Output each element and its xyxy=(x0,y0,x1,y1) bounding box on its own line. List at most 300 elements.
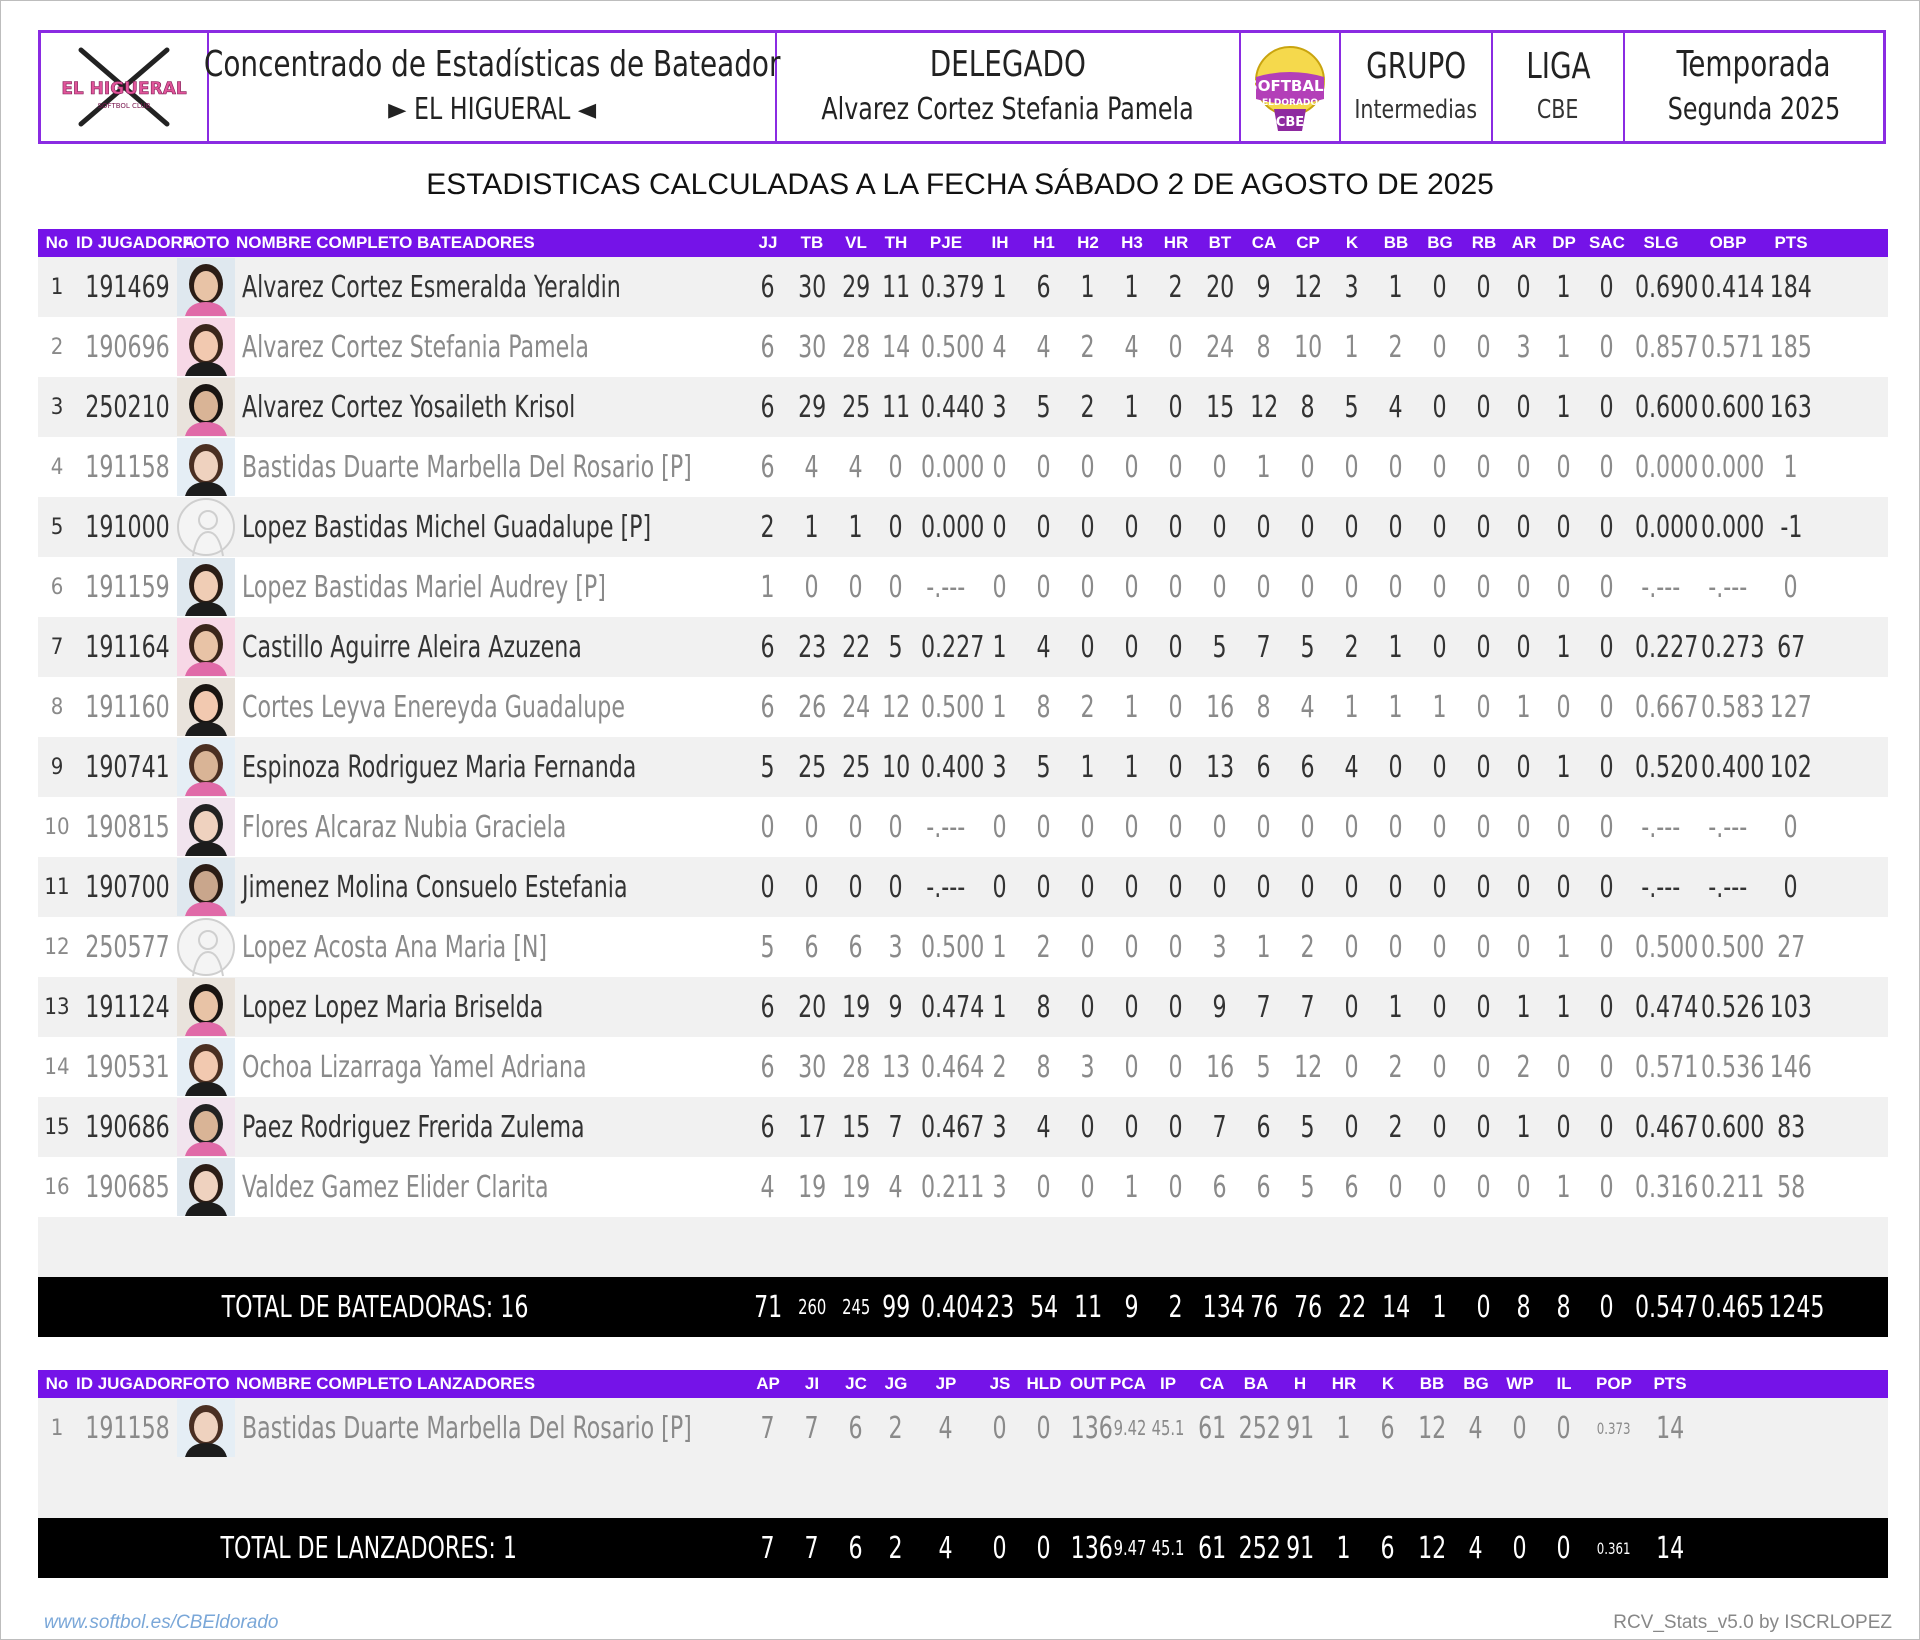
stat-dp xyxy=(1542,870,1586,905)
stat-pje xyxy=(914,929,985,965)
stat-obp xyxy=(1694,509,1765,545)
stat-bg xyxy=(1418,930,1462,965)
stat-value: 0 xyxy=(1344,509,1360,545)
stat-value: 0 xyxy=(992,809,1008,845)
column-header-foto: FOTO xyxy=(182,1374,230,1393)
stat-value: -.--- xyxy=(1708,569,1748,605)
svg-text:CBE: CBE xyxy=(1275,115,1305,130)
stat-bg xyxy=(1454,1411,1498,1446)
stat-value: 3 xyxy=(1344,269,1360,305)
stat-k xyxy=(1330,630,1374,665)
player-id-text: 190686 xyxy=(85,1109,170,1145)
stat-k xyxy=(1330,270,1374,305)
stat-value: 0 xyxy=(1599,1169,1615,1205)
stat-ca xyxy=(1242,750,1286,785)
column-header-id-jugador: ID JUGADOR xyxy=(76,1374,183,1393)
league-logo-cell xyxy=(1241,33,1341,141)
stat-h3 xyxy=(1110,630,1154,665)
column-header-out: OUT xyxy=(1070,1374,1106,1393)
table-row xyxy=(38,317,1888,377)
stat-vl xyxy=(834,510,878,545)
stat-h2 xyxy=(1066,1110,1110,1145)
stat-value: 0 xyxy=(1599,989,1615,1025)
stat-h1 xyxy=(1022,1110,1066,1145)
player-avatar xyxy=(177,678,235,736)
player-name xyxy=(236,570,746,605)
stat-value: 0 xyxy=(1476,929,1492,965)
row-number: 12 xyxy=(44,934,70,960)
stat-tb xyxy=(790,330,834,365)
stat-value: 6 xyxy=(760,1109,776,1145)
stat-bb xyxy=(1374,690,1418,725)
row-number: 14 xyxy=(44,1054,70,1080)
player-photo-cell xyxy=(176,318,236,376)
stat-value: 0 xyxy=(848,869,864,905)
total-value xyxy=(914,1289,985,1325)
stat-value: 0.536 xyxy=(1700,1049,1765,1085)
stat-value: -1 xyxy=(1779,509,1803,545)
stat-ih xyxy=(978,930,1022,965)
stat-vl xyxy=(834,990,878,1025)
stat-value: 8 xyxy=(1036,989,1052,1025)
stat-h3 xyxy=(1110,1110,1154,1145)
stat-value: 0 xyxy=(1556,569,1572,605)
table-row xyxy=(38,437,1888,497)
stat-k xyxy=(1366,1411,1410,1446)
stat-value: 0 xyxy=(1476,1169,1492,1205)
total-value-text: 252 xyxy=(1238,1530,1281,1566)
stat-value: 29 xyxy=(841,269,871,305)
stat-h3 xyxy=(1110,1170,1154,1205)
stat-k xyxy=(1330,450,1374,485)
total-value xyxy=(790,1295,834,1319)
player-id-text: 190700 xyxy=(85,869,170,905)
stat-h3 xyxy=(1110,870,1154,905)
stat-value: 0 xyxy=(1556,1410,1572,1446)
stat-value: 0 xyxy=(1516,869,1532,905)
stat-bb xyxy=(1374,750,1418,785)
stat-slg xyxy=(1628,929,1699,965)
column-header-k: K xyxy=(1345,233,1359,252)
total-value xyxy=(1242,1290,1286,1325)
column-header-js: JS xyxy=(989,1374,1011,1393)
stat-slg xyxy=(1628,629,1699,665)
player-name xyxy=(236,1411,746,1446)
stat-value: 20 xyxy=(797,989,827,1025)
stat-obp xyxy=(1694,929,1765,965)
stat-value: 0 xyxy=(1124,809,1140,845)
stat-value: 6 xyxy=(1380,1410,1396,1446)
stat-value: 0 xyxy=(888,509,904,545)
column-header-k: K xyxy=(1381,1374,1395,1393)
stat-jj xyxy=(746,750,790,785)
total-value-text: 260 xyxy=(797,1295,827,1319)
stat-obp xyxy=(1694,570,1762,605)
stat-value: 25 xyxy=(841,749,871,785)
stat-jj xyxy=(746,810,790,845)
stat-ar xyxy=(1506,1170,1542,1205)
stat-ca xyxy=(1242,1110,1286,1145)
total-value xyxy=(1286,1290,1330,1325)
stat-value: 0 xyxy=(1556,449,1572,485)
stat-value: 0 xyxy=(1212,509,1228,545)
stat-value: 5 xyxy=(1036,749,1052,785)
total-value xyxy=(1066,1530,1113,1566)
stat-value: 2 xyxy=(1516,1049,1532,1085)
stat-value: 61 xyxy=(1197,1410,1227,1446)
stat-bt xyxy=(1198,630,1242,665)
stat-vl xyxy=(834,870,878,905)
stat-value: 0.000 xyxy=(920,449,985,485)
stat-ih xyxy=(978,510,1022,545)
stat-dp xyxy=(1542,630,1586,665)
stat-th xyxy=(878,390,914,425)
pitchers-body xyxy=(38,1398,1888,1458)
stat-value: 0 xyxy=(1388,449,1404,485)
stat-h2 xyxy=(1066,990,1110,1025)
player-name-text: Alvarez Cortez Esmeralda Yeraldin xyxy=(242,269,621,305)
stat-cp xyxy=(1286,1050,1330,1085)
stat-rb xyxy=(1462,510,1506,545)
stat-pje xyxy=(914,1169,985,1205)
stat-bt xyxy=(1198,450,1242,485)
player-name-text: Lopez Bastidas Michel Guadalupe [P] xyxy=(242,509,652,545)
stat-value: 4 xyxy=(1036,1109,1052,1145)
stat-value: -.--- xyxy=(926,869,966,905)
footer-website-link[interactable]: www.softbol.es/CBEldorado xyxy=(44,1612,279,1633)
stat-value: 136 xyxy=(1070,1410,1113,1446)
total-value-text: 61 xyxy=(1197,1530,1227,1566)
player-name-text: Paez Rodriguez Frerida Zulema xyxy=(242,1109,585,1145)
stat-ca xyxy=(1242,990,1286,1025)
stat-cp xyxy=(1286,330,1330,365)
stat-jj xyxy=(746,630,790,665)
stat-value: 0 xyxy=(1432,1169,1448,1205)
stat-value: 0.500 xyxy=(920,689,985,725)
total-value-text: 245 xyxy=(841,1295,871,1319)
player-name xyxy=(236,450,746,485)
stat-h3 xyxy=(1110,930,1154,965)
stat-value: 2 xyxy=(1388,1049,1404,1085)
total-value xyxy=(1190,1531,1234,1566)
stat-bg xyxy=(1418,1110,1462,1145)
stat-value: -.--- xyxy=(1641,869,1681,905)
stat-hr xyxy=(1154,1170,1198,1205)
stat-bb xyxy=(1374,630,1418,665)
stat-bb xyxy=(1374,570,1418,605)
stat-bb xyxy=(1374,930,1418,965)
total-value xyxy=(1506,1290,1542,1325)
stat-k xyxy=(1330,930,1374,965)
stat-value: 0 xyxy=(1476,329,1492,365)
stat-sac xyxy=(1586,690,1628,725)
stat-value: 30 xyxy=(797,329,827,365)
table-row xyxy=(38,1097,1888,1157)
total-value-text: 8 xyxy=(1556,1289,1572,1325)
stat-value: 0 xyxy=(1599,509,1615,545)
stat-value: 0 xyxy=(1124,1049,1140,1085)
stat-value: 1 xyxy=(1556,749,1572,785)
stat-pje xyxy=(914,629,985,665)
stat-value: 102 xyxy=(1769,749,1813,785)
stat-value: 0 xyxy=(1168,509,1184,545)
stat-value: 0 xyxy=(1556,1049,1572,1085)
row-number: 1 xyxy=(50,1415,64,1441)
table-row xyxy=(38,1398,1888,1458)
stat-bt xyxy=(1198,510,1242,545)
stat-value: 0 xyxy=(1599,449,1615,485)
stat-value: 9 xyxy=(1256,269,1272,305)
player-photo-cell xyxy=(176,858,236,916)
row-number: 2 xyxy=(50,334,64,360)
stat-value: 0.571 xyxy=(1634,1049,1699,1085)
player-name-text: Lopez Bastidas Mariel Audrey [P] xyxy=(242,569,606,605)
column-header-ca: CA xyxy=(1199,1374,1225,1393)
stat-value: 6 xyxy=(804,929,820,965)
stat-value: 0 xyxy=(1036,509,1052,545)
stat-value: 6 xyxy=(1256,1169,1272,1205)
total-value-text: 8 xyxy=(1516,1289,1532,1325)
stat-value: 0 xyxy=(1212,569,1228,605)
stat-ca xyxy=(1242,570,1286,605)
stat-value: 0 xyxy=(1080,509,1096,545)
stat-value: 0 xyxy=(1516,749,1532,785)
stat-value: 0.000 xyxy=(1700,509,1765,545)
stat-bt xyxy=(1198,810,1242,845)
stat-ar xyxy=(1506,930,1542,965)
stat-bg xyxy=(1418,330,1462,365)
stat-value: 0.227 xyxy=(920,629,985,665)
stat-value: 4 xyxy=(804,449,820,485)
stat-value: 0.600 xyxy=(1700,1109,1765,1145)
player-name xyxy=(236,810,746,845)
stat-h3 xyxy=(1110,990,1154,1025)
stat-rb xyxy=(1462,750,1506,785)
stat-value: 2 xyxy=(1300,929,1316,965)
stat-h1 xyxy=(1022,570,1066,605)
stat-bg xyxy=(1418,270,1462,305)
stat-k xyxy=(1330,1050,1374,1085)
stat-rb xyxy=(1462,690,1506,725)
season-label: Temporada xyxy=(1676,44,1832,85)
stat-cp xyxy=(1286,690,1330,725)
total-value xyxy=(1154,1290,1198,1325)
column-header-pts: PTS xyxy=(1774,233,1808,252)
stat-value: 0 xyxy=(1516,1169,1532,1205)
stat-jj xyxy=(746,450,790,485)
stat-bg xyxy=(1418,870,1462,905)
stat-value: 0.440 xyxy=(920,389,985,425)
total-value xyxy=(1366,1531,1410,1566)
player-avatar xyxy=(177,618,235,676)
stat-tb xyxy=(790,930,834,965)
stat-value: 1 xyxy=(1556,269,1572,305)
stat-obp xyxy=(1694,629,1765,665)
stat-value: 0 xyxy=(1599,929,1615,965)
stat-value: 58 xyxy=(1776,1169,1806,1205)
stat-value: -.--- xyxy=(1641,809,1681,845)
stat-value: 0.583 xyxy=(1700,689,1765,725)
stat-bt xyxy=(1198,990,1242,1025)
row-number: 13 xyxy=(44,994,70,1020)
team-name: ► EL HIGUERAL ◄ xyxy=(388,92,596,127)
player-name xyxy=(236,1110,746,1145)
stat-ca xyxy=(1190,1411,1234,1446)
stat-value: 0 xyxy=(1516,389,1532,425)
stat-cp xyxy=(1286,930,1330,965)
total-value-text: 136 xyxy=(1070,1530,1113,1566)
total-value xyxy=(1642,1531,1698,1566)
stat-pts xyxy=(1762,1050,1820,1085)
stat-h1 xyxy=(1022,690,1066,725)
stat-cp xyxy=(1286,870,1330,905)
column-header-jp: JP xyxy=(935,1374,957,1393)
total-value xyxy=(878,1531,914,1566)
stat-value: 0 xyxy=(1168,629,1184,665)
stat-tb xyxy=(790,750,834,785)
stat-obp xyxy=(1694,870,1762,905)
stat-value: 8 xyxy=(1036,1049,1052,1085)
stat-value: 0 xyxy=(1516,629,1532,665)
stat-bb xyxy=(1410,1411,1454,1446)
stat-th xyxy=(878,330,914,365)
total-value xyxy=(878,1290,914,1325)
pitchers-empty-row xyxy=(38,1458,1888,1518)
stat-ih xyxy=(978,810,1022,845)
stat-value: 9 xyxy=(1212,989,1228,1025)
stat-ar xyxy=(1506,570,1542,605)
stat-tb xyxy=(790,810,834,845)
stat-tb xyxy=(790,690,834,725)
stat-value: 0.000 xyxy=(1634,509,1699,545)
stat-value: 13 xyxy=(1205,749,1235,785)
stat-hr xyxy=(1154,750,1198,785)
table-row xyxy=(38,1037,1888,1097)
stat-slg xyxy=(1628,870,1694,905)
stat-k xyxy=(1330,690,1374,725)
player-id-text: 190685 xyxy=(85,1169,170,1205)
column-header-obp: OBP xyxy=(1709,233,1747,252)
stat-jj xyxy=(746,1170,790,1205)
stat-value: 1 xyxy=(1344,329,1360,365)
column-header-ar: AR xyxy=(1511,233,1537,252)
stat-value: 3 xyxy=(992,389,1008,425)
total-value xyxy=(1586,1539,1642,1558)
row-number: 16 xyxy=(44,1174,70,1200)
stat-obp xyxy=(1694,1169,1765,1205)
stat-th xyxy=(878,870,914,905)
stat-h2 xyxy=(1066,330,1110,365)
player-id xyxy=(76,630,176,665)
stat-value: 0 xyxy=(1432,449,1448,485)
stat-value: 0 xyxy=(992,869,1008,905)
stat-value: 28 xyxy=(841,329,871,365)
stat-value: 0 xyxy=(1256,509,1272,545)
stat-value: 0 xyxy=(1476,389,1492,425)
stat-value: 5 xyxy=(760,929,776,965)
total-value xyxy=(1146,1536,1190,1560)
placeholder-avatar-icon xyxy=(177,918,235,976)
stat-value: 0 xyxy=(1168,929,1184,965)
column-header-pca: PCA xyxy=(1110,1374,1146,1393)
stat-value: 7 xyxy=(1256,989,1272,1025)
stat-value: 0 xyxy=(1080,929,1096,965)
stat-dp xyxy=(1542,1050,1586,1085)
column-header-nombre-completo-bateadores: NOMBRE COMPLETO BATEADORES xyxy=(236,233,535,252)
stat-h2 xyxy=(1066,1170,1110,1205)
player-photo-cell xyxy=(176,738,236,796)
stat-value: 0 xyxy=(1476,569,1492,605)
stat-h2 xyxy=(1066,450,1110,485)
stat-value: 0 xyxy=(1476,449,1492,485)
stat-bb xyxy=(1374,1110,1418,1145)
stat-value: 12 xyxy=(881,689,911,725)
stat-h2 xyxy=(1066,390,1110,425)
stat-pts xyxy=(1642,1411,1698,1446)
player-photo-cell xyxy=(176,438,236,496)
total-value-text: 0 xyxy=(1512,1530,1528,1566)
stat-h3 xyxy=(1110,510,1154,545)
stat-k xyxy=(1330,570,1374,605)
stat-value: 0.227 xyxy=(1634,629,1699,665)
stat-value: 6 xyxy=(760,389,776,425)
column-header-wp: WP xyxy=(1506,1374,1534,1393)
stat-ih xyxy=(978,1170,1022,1205)
stat-ih xyxy=(978,270,1022,305)
total-value-text: 12 xyxy=(1417,1530,1447,1566)
row-number: 3 xyxy=(50,394,64,420)
stat-cp xyxy=(1286,390,1330,425)
table-row xyxy=(38,917,1888,977)
stat-value: 0 xyxy=(1388,869,1404,905)
stat-h3 xyxy=(1110,570,1154,605)
stat-sac xyxy=(1586,1170,1628,1205)
player-id-text: 250577 xyxy=(85,929,170,965)
stat-value: 3 xyxy=(992,749,1008,785)
total-value-text: 6 xyxy=(848,1530,864,1566)
stat-value: 12 xyxy=(1293,269,1323,305)
stat-value: 1 xyxy=(1124,689,1140,725)
player-id-text: 191469 xyxy=(85,269,170,305)
stat-th xyxy=(878,1050,914,1085)
player-name xyxy=(236,870,746,905)
total-value-text: 0 xyxy=(1476,1289,1492,1325)
total-value xyxy=(1322,1531,1366,1566)
group-cell xyxy=(1341,33,1493,141)
stat-slg xyxy=(1628,810,1694,845)
stat-value: 0 xyxy=(1256,569,1272,605)
column-header-th: TH xyxy=(884,233,908,252)
stat-value: 0 xyxy=(848,809,864,845)
stat-value: 0 xyxy=(1599,689,1615,725)
stat-bg xyxy=(1418,750,1462,785)
stat-value: 0.400 xyxy=(1700,749,1765,785)
stat-h2 xyxy=(1066,270,1110,305)
stat-value: 0 xyxy=(1476,989,1492,1025)
player-avatar xyxy=(177,558,235,616)
team-logo-icon xyxy=(61,42,187,132)
stat-tb xyxy=(790,1050,834,1085)
stat-value: 1 xyxy=(992,269,1008,305)
stat-value: 23 xyxy=(797,629,827,665)
stat-value: 0 xyxy=(760,809,776,845)
total-label xyxy=(38,1290,746,1325)
stat-value: 91 xyxy=(1285,1410,1315,1446)
stat-rb xyxy=(1462,1110,1506,1145)
total-value xyxy=(1628,1289,1699,1325)
stat-cp xyxy=(1286,570,1330,605)
player-id xyxy=(76,870,176,905)
